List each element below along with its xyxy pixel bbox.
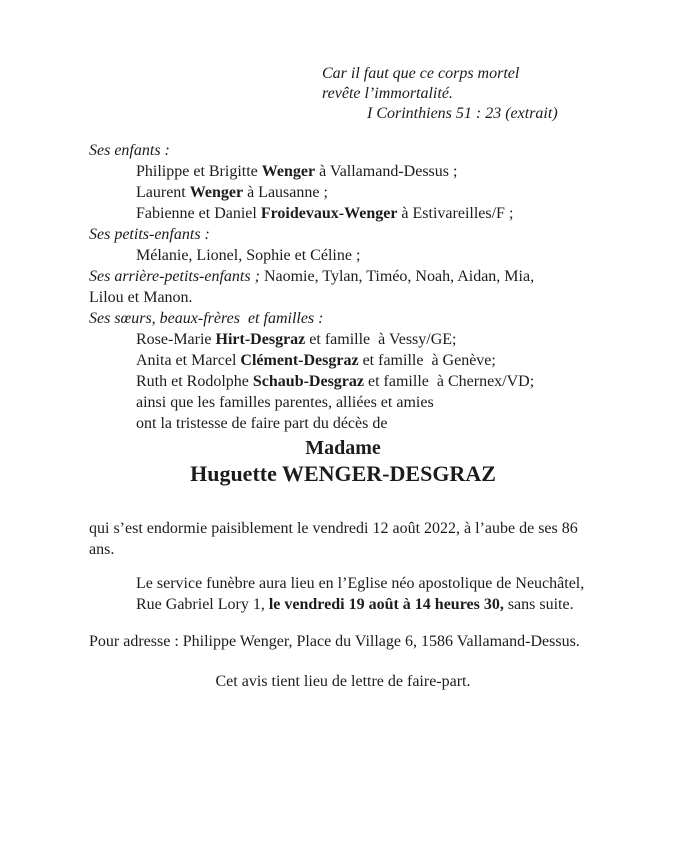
epigraph-line-1: Car il faut que ce corps mortel [322, 65, 520, 82]
child-item [89, 161, 597, 182]
child-item-pre: Fabienne et Daniel [136, 205, 261, 222]
sibling-item-post: et famille à Genève; [358, 352, 496, 369]
child-item-surname: Wenger [261, 163, 316, 180]
service-line-2-pre: Rue Gabriel Lory 1, [136, 596, 269, 613]
sibling-item [89, 371, 597, 392]
sibling-item-surname: Clément-Desgraz [240, 352, 359, 369]
great-grandchildren-names: Naomie, Tylan, Timéo, Noah, Aidan, Mia, [259, 268, 535, 285]
child-item-surname: Wenger [189, 184, 244, 201]
child-item-post: à Vallamand-Dessus ; [315, 163, 458, 180]
children-section-label: Ses enfants : [89, 142, 170, 159]
scripture-epigraph [322, 64, 597, 124]
epigraph-line-2: revête l’immortalité. [322, 85, 453, 102]
closing-line-1: ainsi que les familles parentes, alliées et amies [136, 394, 434, 411]
grandchildren-names: Mélanie, Lionel, Sophie et Céline ; [136, 247, 361, 264]
child-item-post: à Estivareilles/F ; [397, 205, 514, 222]
child-item [89, 203, 597, 224]
sibling-item [89, 350, 597, 371]
sibling-item-post: et famille à Chernex/VD; [364, 373, 535, 390]
great-grandchildren-label: Ses arrière-petits-enfants ; [89, 268, 260, 285]
siblings-section-label: Ses sœurs, beaux-frères et familles : [89, 310, 324, 327]
death-notice-line-1: qui s’est endormie paisiblement le vendredi 12 août 2022, à l’aube de ses 86 [89, 520, 578, 537]
child-item-pre: Philippe et Brigitte [136, 163, 262, 180]
contact-address: Pour adresse : Philippe Wenger, Place du Village 6, 1586 Vallamand-Dessus. [89, 633, 580, 650]
service-line-1: Le service funèbre aura lieu en l’Eglise néo apostolique de Neuchâtel, [136, 575, 585, 592]
sibling-item-surname: Schaub-Desgraz [252, 373, 364, 390]
epigraph-attribution: I Corinthiens 51 : 23 (extrait) [367, 105, 558, 122]
sibling-item [89, 329, 597, 350]
child-item [89, 182, 597, 203]
sibling-item-post: et famille à Vessy/GE; [305, 331, 457, 348]
death-notice-line-2: ans. [89, 541, 115, 558]
sibling-item-pre: Anita et Marcel [136, 352, 241, 369]
child-item-post: à Lausanne ; [243, 184, 328, 201]
deceased-name: Huguette WENGER-DESGRAZ [190, 461, 496, 486]
service-datetime: le vendredi 19 août à 14 heures 30, [268, 596, 504, 613]
service-line-2 [89, 594, 597, 615]
closing-line-2: ont la tristesse de faire part du décès de [136, 415, 388, 432]
sibling-item-surname: Hirt-Desgraz [215, 331, 306, 348]
grandchildren-section-label: Ses petits-enfants : [89, 226, 210, 243]
great-grandchildren-line-2: Lilou et Manon. [89, 289, 193, 306]
great-grandchildren-line-1 [89, 266, 597, 287]
child-item-pre: Laurent [136, 184, 190, 201]
footer-notice: Cet avis tient lieu de lettre de faire-part. [215, 673, 471, 690]
sibling-item-pre: Rose-Marie [136, 331, 216, 348]
service-line-2-post: sans suite. [503, 596, 574, 613]
child-item-surname: Froidevaux-Wenger [260, 205, 398, 222]
deceased-title: Madame [305, 437, 381, 459]
sibling-item-pre: Ruth et Rodolphe [136, 373, 253, 390]
